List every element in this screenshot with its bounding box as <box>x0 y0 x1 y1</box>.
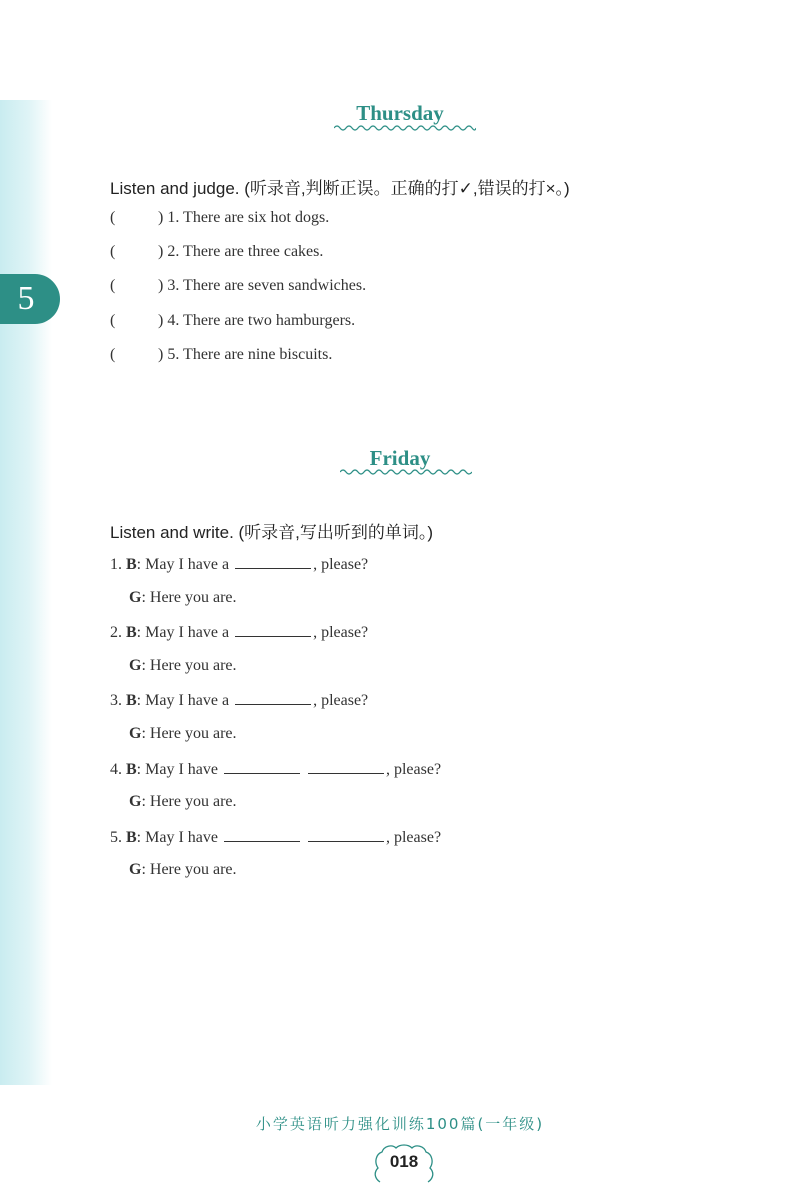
answer-blank[interactable] <box>224 759 300 774</box>
item-number: 2. <box>110 624 122 641</box>
answer-paren-close: ) <box>158 209 164 226</box>
speaker-label: G <box>129 725 142 742</box>
unit-number: 5 <box>17 280 35 317</box>
answer-paren-open[interactable]: ( <box>110 277 116 294</box>
speaker-label: G <box>129 657 142 674</box>
page-number-badge <box>372 1142 436 1184</box>
dialogue-text: : Here you are. <box>141 725 237 742</box>
answer-blank[interactable] <box>235 622 311 637</box>
unit-tab <box>0 274 60 324</box>
judge-statement: 2. There are three cakes. <box>167 243 324 260</box>
dialogue-text: : May I have a <box>136 624 230 641</box>
judge-statement: 5. There are nine biscuits. <box>167 346 333 363</box>
answer-blank[interactable] <box>235 554 311 569</box>
item-number: 5. <box>110 829 122 846</box>
dialogue-text: , please? <box>313 624 369 641</box>
dialogue-line-girl <box>129 657 237 675</box>
speaker-label: B <box>126 829 137 846</box>
answer-paren-close: ) <box>158 346 164 363</box>
speaker-label: B <box>126 556 137 573</box>
dialogue-text: , please? <box>385 761 442 778</box>
dialogue-text: , please? <box>385 829 442 846</box>
dialogue-line-boy <box>110 690 368 710</box>
dialogue-line-girl <box>129 725 237 743</box>
answer-paren-close: ) <box>158 277 164 294</box>
dialogue-line-boy <box>110 554 368 574</box>
dialogue-text: : Here you are. <box>141 657 237 674</box>
section-title-friday: Friday <box>369 446 431 470</box>
instruction-listen-judge: Listen and judge. (听录音,判断正误。正确的打✓,错误的打×。) <box>110 179 570 198</box>
book-title-footer: 小学英语听力强化训练100篇(一年级) <box>255 1115 545 1133</box>
dialogue-text: : May I have a <box>136 692 230 709</box>
dialogue-text: : May I have <box>136 829 218 846</box>
left-decorative-band <box>0 100 52 1085</box>
answer-blank[interactable] <box>235 690 311 705</box>
item-number: 3. <box>110 692 122 709</box>
dialogue-line-boy <box>110 827 441 847</box>
page-number: 018 <box>389 1152 419 1171</box>
answer-blank[interactable] <box>308 759 384 774</box>
answer-paren-open[interactable]: ( <box>110 346 116 363</box>
item-number: 1. <box>110 556 122 573</box>
speaker-label: G <box>129 793 142 810</box>
dialogue-text: : May I have <box>136 761 218 778</box>
dialogue-text: , please? <box>313 692 369 709</box>
dialogue-text: : Here you are. <box>141 861 237 878</box>
answer-blank[interactable] <box>308 827 384 842</box>
item-number: 4. <box>110 761 122 778</box>
judge-statement: 3. There are seven sandwiches. <box>167 277 367 294</box>
dialogue-line-girl <box>129 793 237 811</box>
answer-paren-close: ) <box>158 312 164 329</box>
dialogue-line-boy <box>110 759 441 779</box>
title-underline-wave <box>340 468 472 476</box>
dialogue-line-girl <box>129 861 237 879</box>
dialogue-line-boy <box>110 622 368 642</box>
section-title-thursday: Thursday <box>356 101 444 125</box>
answer-paren-open[interactable]: ( <box>110 209 116 226</box>
answer-paren-open[interactable]: ( <box>110 312 116 329</box>
dialogue-text: : Here you are. <box>141 589 237 606</box>
dialogue-text: : May I have a <box>136 556 230 573</box>
dialogue-line-girl <box>129 589 237 607</box>
title-underline-wave <box>334 124 476 132</box>
speaker-label: G <box>129 589 142 606</box>
instruction-listen-write: Listen and write. (听录音,写出听到的单词。) <box>110 523 434 542</box>
judge-statement: 4. There are two hamburgers. <box>167 312 356 329</box>
speaker-label: B <box>126 692 137 709</box>
dialogue-text: : Here you are. <box>141 793 237 810</box>
answer-paren-open[interactable]: ( <box>110 243 116 260</box>
speaker-label: B <box>126 624 137 641</box>
dialogue-text: , please? <box>313 556 369 573</box>
judge-statement: 1. There are six hot dogs. <box>167 209 330 226</box>
speaker-label: B <box>126 761 137 778</box>
answer-paren-close: ) <box>158 243 164 260</box>
answer-blank[interactable] <box>224 827 300 842</box>
speaker-label: G <box>129 861 142 878</box>
